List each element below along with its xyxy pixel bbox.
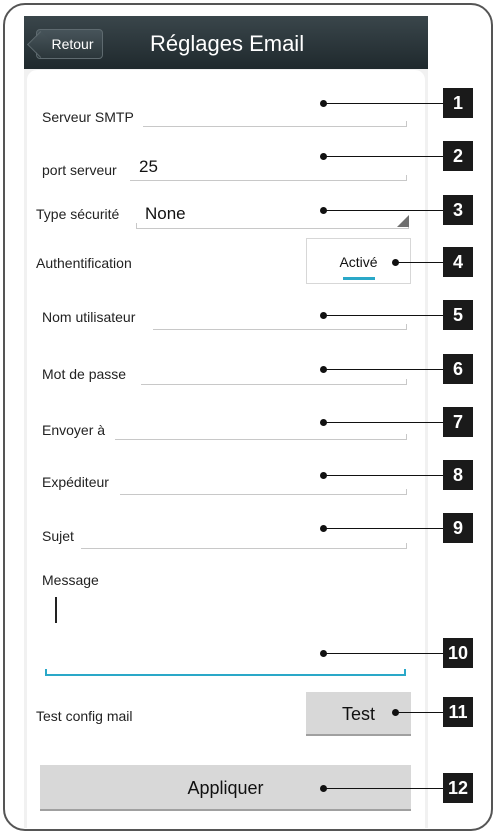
- sender-label: Expéditeur: [42, 474, 109, 490]
- test-config-label: Test config mail: [36, 708, 133, 724]
- security-type-value: None: [145, 204, 186, 223]
- back-button[interactable]: [36, 29, 103, 59]
- callout-line: [324, 422, 444, 423]
- page-title: Réglages Email: [150, 31, 305, 56]
- authentication-toggle-label: Activé: [339, 254, 378, 270]
- callout-number: 12: [443, 773, 473, 803]
- toggle-indicator: [343, 277, 375, 280]
- text-cursor: [55, 597, 57, 623]
- callout-line: [324, 788, 444, 789]
- callout-number: 8: [443, 460, 473, 490]
- callout-line: [324, 315, 444, 316]
- subject-label: Sujet: [42, 528, 74, 544]
- subject-input[interactable]: [81, 548, 407, 549]
- username-label: Nom utilisateur: [42, 309, 136, 325]
- callout-number: 6: [443, 354, 473, 384]
- server-port-value: 25: [139, 157, 158, 176]
- sender-input[interactable]: [120, 494, 407, 495]
- callout-number: 1: [443, 88, 473, 118]
- server-port-label: port serveur: [42, 162, 117, 178]
- server-port-input[interactable]: [130, 180, 407, 181]
- callout-number: 7: [443, 407, 473, 437]
- password-input[interactable]: [141, 384, 407, 385]
- send-to-input[interactable]: [115, 439, 407, 440]
- callout-line: [324, 210, 444, 211]
- dropdown-arrow-icon[interactable]: [397, 215, 409, 227]
- apply-button[interactable]: Appliquer: [40, 765, 411, 811]
- back-button-label: Retour: [51, 36, 94, 52]
- callout-number: 5: [443, 300, 473, 330]
- callout-number: 2: [443, 141, 473, 171]
- security-type-select[interactable]: [136, 228, 409, 229]
- test-button[interactable]: Test: [306, 692, 411, 736]
- callout-line: [324, 528, 444, 529]
- callout-line: [324, 653, 444, 654]
- callout-line: [324, 103, 444, 104]
- username-input[interactable]: [153, 329, 407, 330]
- callout-number: 10: [443, 638, 473, 668]
- callout-line: [396, 712, 444, 713]
- security-type-label: Type sécurité: [36, 206, 120, 222]
- send-to-label: Envoyer à: [42, 422, 106, 438]
- callout-line: [396, 262, 444, 263]
- callout-number: 11: [443, 697, 473, 727]
- callout-line: [324, 369, 444, 370]
- message-textarea[interactable]: [45, 674, 406, 676]
- smtp-server-input[interactable]: [143, 126, 407, 127]
- password-label: Mot de passe: [42, 366, 127, 382]
- callout-line: [324, 475, 444, 476]
- callout-number: 3: [443, 195, 473, 225]
- callout-number: 9: [443, 513, 473, 543]
- authentication-label: Authentification: [36, 255, 132, 271]
- message-label: Message: [42, 572, 99, 588]
- callout-number: 4: [443, 247, 473, 277]
- smtp-server-label: Serveur SMTP: [42, 109, 134, 125]
- callout-line: [324, 156, 444, 157]
